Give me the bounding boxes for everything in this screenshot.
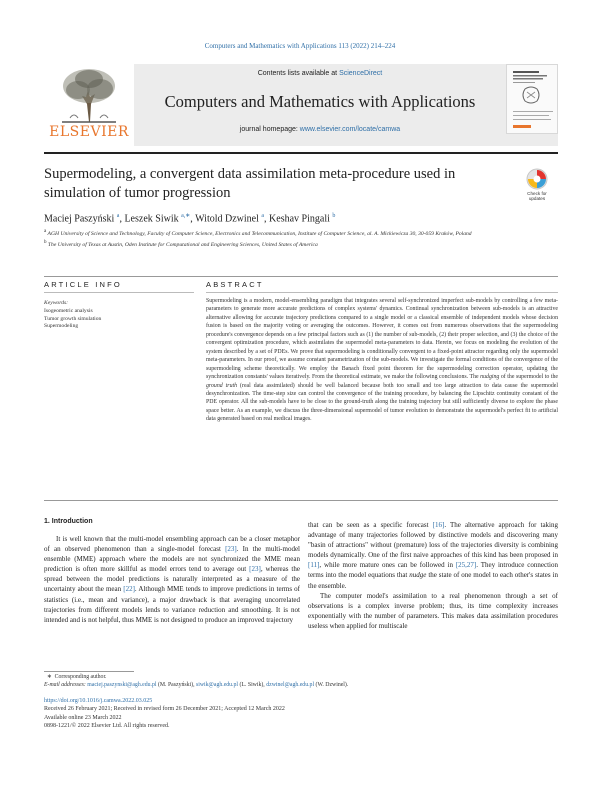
- homepage-link[interactable]: www.elsevier.com/locate/camwa: [299, 126, 401, 133]
- journal-cover-icon: [507, 65, 558, 134]
- body-text: . Although MME tends to improve predictions in terms of statistics (i.e., mean and variance), a major drawback is that averaging uncorrelated trajectories from different models lends to variance reduction and smoothing. It is not intended and is not helpful, thus MME is not designed to produce an improved trajectory: [44, 585, 301, 624]
- citation-link[interactable]: [23]: [249, 565, 261, 574]
- abstract-emphasis: ground truth: [206, 382, 238, 389]
- affiliation-text: The University of Texas at Austin, Oden Institute for Computational and Engineering Sciences, United States of America: [47, 241, 318, 248]
- citation-link[interactable]: [23]: [225, 545, 237, 554]
- sciencedirect-link[interactable]: ScienceDirect: [339, 70, 383, 77]
- citation-link[interactable]: [22]: [123, 585, 135, 594]
- keywords-list: [44, 308, 101, 331]
- corresponding-author-text: Corresponding author.: [54, 674, 107, 680]
- keywords-label: Keywords:: [44, 300, 69, 306]
- article-metadata: [44, 697, 558, 730]
- abstract-part: of the supermodel to the: [499, 374, 558, 381]
- author-name[interactable]: Leszek Siwik: [124, 213, 179, 225]
- keyword: Isogeometric analysis: [44, 308, 93, 314]
- affiliation-mark: b: [44, 239, 47, 245]
- body-text: . They introduce connection terms into the model equations that: [308, 561, 558, 580]
- abstract-emphasis: nudging: [480, 374, 500, 381]
- author-affil-mark[interactable]: a,∗: [181, 213, 191, 219]
- body-text: , while more mature ones can be followed in: [319, 561, 456, 570]
- doi-link[interactable]: https://doi.org/10.1016/j.camwa.2022.03.025: [44, 698, 153, 704]
- affiliation-mark: a: [44, 229, 47, 234]
- author-list: Maciej Paszyński $^a$, Leszek Siwik $^{a,∗}$, Witold Dzwinel $^a$, Keshav Pingali $^b$: [44, 213, 336, 225]
- header-divider: [44, 152, 558, 154]
- body-text: , whereas the spread between the model predictions is naturally interpreted as a measure of the uncertainty about the mean: [44, 565, 300, 594]
- abstract-part: (real data assimilated) should be well balanced because both too small and too large attraction to data cause the supermodel desynchronization. The time-step size can control the convergence of the training procedure, by balancing the Lipschitz continuity constant of the PDE operator. All the sub-models have to be close to the ground-truth along the training trajectory but still sufficiently diverse to explore the phase space better. As an example, we discuss the three-dimensional supermodel of tumor evolution to demonstrate the supermodel's perfect fit to artificial data generated based on real medical images.: [206, 382, 558, 423]
- journal-reference[interactable]: Computers and Mathematics with Applications 113 (2022) 214–224: [204, 42, 396, 50]
- affiliation-item: [44, 228, 558, 238]
- email-addresses: [44, 681, 558, 689]
- affiliation-text: AGH University of Science and Technology, Faculty of Computer Science, Electronics and Telecommunication, Institute of Computer Science, al. A. Mickiewicza 30, 30-059 Kraków, Poland: [47, 230, 472, 237]
- footnote-divider: [44, 671, 134, 672]
- author-name[interactable]: Keshav Pingali: [269, 213, 330, 225]
- abstract-part: Supermodeling is a modern, model-ensembling paradigm that integrates several self-synchronized imperfect sub-models by controlling a few meta-parameters to generate more accurate predictions of complex systems' dynamics. Continual synchronization between sub-models is an attractive alternative allowing for accurate trajectory predictions compared to a single model or a classical ensemble of independent models whose decision fusion is based on the majority voting or averaging the outcomes. However, it comes out from numerous observations that the supermodeling procedure's convergence depends on a few principal factors such as (1) the number of sub-models, (2) their proper selection, and (3) the choice of the convergent optimization procedure, which assimilates the supermodel meta-parameters to data. Herein, we focus on modeling the evolution of the system described by a set of PDEs. We prove that supermodeling is conditionally convergent to a fixed-point attractor regarding only the supermodel meta-parameters. In our proof, we assume constant parametrization of the sub-models. We investigate the formal conditions of the convergence of the supermodeling scheme theoretically. We employ the Banach fixed point theorem for the supermodeling correction operator, updating the synchronization constants' values iteratively. From the theoretical estimate, we make the following conclusions. The: [206, 298, 558, 381]
- crossmark-text-1: Check for: [527, 191, 547, 196]
- publisher-name: ELSEVIER: [49, 124, 129, 140]
- author-name[interactable]: Witold Dzwinel: [195, 213, 259, 225]
- abstract-heading: ABSTRACT: [206, 280, 264, 289]
- received-dates: Received 26 February 2021; Received in revised form 26 December 2021; Accepted 12 March 2022: [44, 706, 285, 713]
- email-owner: (W. Dzwinel).: [314, 682, 349, 689]
- elsevier-tree-icon: [56, 66, 122, 124]
- crossmark-icon: [522, 168, 552, 204]
- email-link[interactable]: dzwinel@agh.edu.pl: [266, 682, 315, 689]
- contents-prefix: Contents lists available at: [257, 70, 340, 77]
- journal-title: Computers and Mathematics with Applications: [164, 92, 476, 111]
- affiliations: [44, 228, 558, 250]
- email-link[interactable]: maciej.paszynski@agh.edu.pl: [87, 682, 157, 689]
- citation-link[interactable]: [11]: [308, 561, 320, 570]
- article-info-rule: [44, 292, 194, 293]
- intro-column-right: [308, 520, 558, 631]
- body-text: . The alternative approach for taking advantage of many trajectories followed by distinctive models and discovering many "basin of attractions" without (premature) loss of the trajectories diversity is combining models dynamically. One of the first naive approaches of this kind has been proposed in: [308, 521, 558, 560]
- section-divider: [44, 276, 558, 277]
- email-owner: (L. Siwik),: [238, 682, 267, 689]
- citation-link[interactable]: [16]: [432, 521, 445, 529]
- body-text: . In the multi-model ensemble (MME) approach where the models are not synchronized the MME mean prediction is often more skillful as model errors tend to average out: [44, 545, 300, 574]
- keyword: Supermodeling: [44, 323, 79, 329]
- author-affil-mark[interactable]: b: [332, 213, 336, 219]
- keyword: Tumor growth simulation: [44, 315, 102, 322]
- body-text: that can be seen as a specific forecast: [308, 521, 433, 529]
- copyright: 0898-1221/© 2022 Elsevier Ltd. All rights reserved.: [44, 722, 170, 729]
- intro-paragraph: [44, 534, 300, 625]
- section-divider: [44, 500, 558, 501]
- intro-column-left: [44, 534, 300, 625]
- intro-paragraph: [308, 520, 558, 591]
- check-for-updates-badge[interactable]: [522, 168, 552, 204]
- elsevier-logo[interactable]: [44, 62, 134, 148]
- email-owner: (M. Paszyński),: [156, 682, 196, 689]
- homepage-prefix: journal homepage:: [239, 126, 300, 133]
- emphasis-text: nudge: [409, 571, 427, 580]
- footnotes: [44, 673, 558, 690]
- author-affil-mark[interactable]: a: [261, 213, 265, 219]
- abstract-text: [206, 297, 558, 424]
- paper-title: Supermodeling, a convergent data assimilation meta-procedure used in simulation of tumor progression: [44, 166, 456, 201]
- affiliation-item: [44, 239, 558, 249]
- abstract-rule: [206, 292, 558, 293]
- journal-homepage: [134, 126, 506, 133]
- article-info-heading: ARTICLE INFO: [44, 280, 122, 289]
- body-text: the state of one model to each other's states in the ensemble.: [308, 571, 558, 590]
- available-online: Available online 23 March 2022: [44, 714, 122, 721]
- email-link[interactable]: siwik@agh.edu.pl: [195, 682, 239, 689]
- introduction-heading: 1. Introduction: [44, 518, 93, 525]
- journal-cover-thumbnail[interactable]: [506, 64, 558, 134]
- crossmark-text-2: updates: [528, 196, 546, 201]
- author-name[interactable]: Maciej Paszyński: [44, 213, 115, 225]
- intro-paragraph: The computer model's assimilation to a real phenomenon through a set of observations is a complex inverse problem; thus, its time complexity increases exponentially with the number of parameters. This makes data assimilation procedures useless when applied for multiscale: [308, 591, 558, 630]
- body-text: It is well known that the multi-model ensembling approach can be a closer metaphor of an observed phenomenon than a single-model forecast: [44, 535, 300, 554]
- email-label: E-mail addresses:: [44, 682, 88, 689]
- corresponding-author-note: ∗ Corresponding author.: [44, 674, 107, 680]
- contents-line: [134, 70, 506, 77]
- author-affil-mark[interactable]: a: [116, 213, 120, 219]
- citation-link[interactable]: [25,27]: [455, 561, 477, 570]
